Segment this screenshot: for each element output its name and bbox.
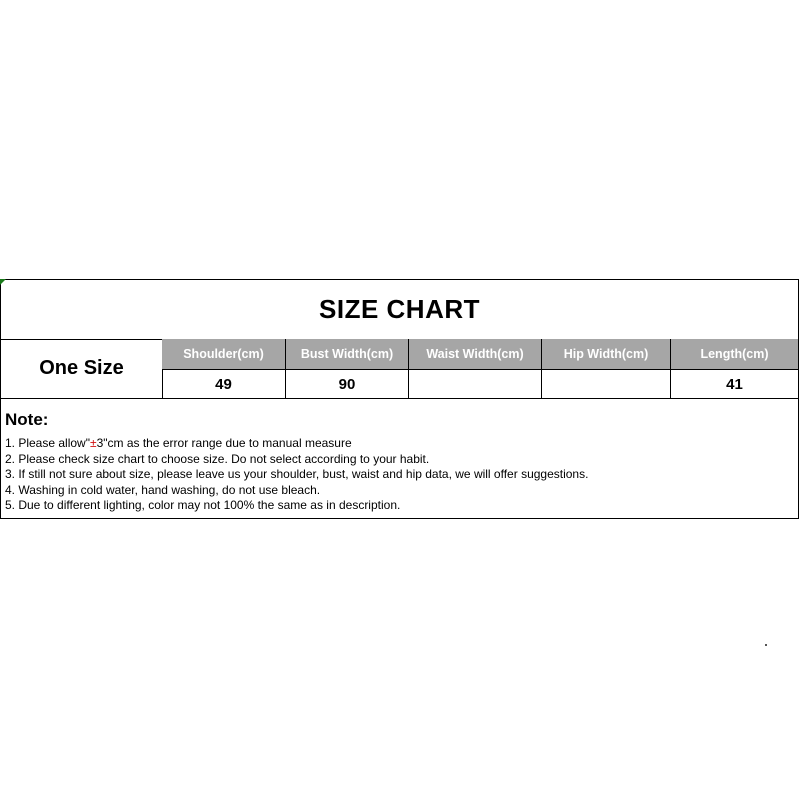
stray-dot: [765, 644, 767, 646]
size-label: One Size: [1, 339, 163, 398]
note-line-1: [5, 436, 795, 452]
plus-minus-sign: ±: [89, 436, 97, 450]
note-line-5: 5. Due to different lighting, color may not 100% the same as in description.: [5, 498, 401, 512]
header-hip-width: Hip Width(cm): [542, 339, 671, 370]
header-waist-width: Waist Width(cm): [409, 339, 542, 370]
header-length: Length(cm): [671, 339, 798, 370]
size-chart-table: [0, 279, 799, 519]
note-line-2: 2. Please check size chart to choose size. Do not select according to your habit.: [5, 451, 430, 466]
header-bust-width: Bust Width(cm): [286, 339, 409, 370]
notes-section: [5, 410, 795, 514]
size-chart-title: SIZE CHART: [1, 280, 798, 340]
value-shoulder: 49: [162, 370, 286, 398]
notes-title: Note:: [5, 410, 49, 429]
size-grid: [1, 339, 798, 399]
header-shoulder: Shoulder(cm): [162, 339, 286, 370]
value-length: 41: [726, 375, 743, 393]
note-line-3: 3. If still not sure about size, please leave us your shoulder, bust, waist and hip data, we will offer suggestions.: [5, 467, 589, 481]
note-line-1-suffix: 3"cm as the error range due to manual measure: [96, 436, 352, 450]
value-waist-width: [409, 370, 542, 398]
note-line-4: 4. Washing in cold water, hand washing, do not use bleach.: [5, 482, 321, 497]
value-bust-width: 90: [286, 370, 409, 398]
corner-mark: [0, 279, 6, 285]
value-hip-width: [542, 370, 671, 398]
note-line-1-prefix: 1. Please allow": [5, 436, 90, 450]
